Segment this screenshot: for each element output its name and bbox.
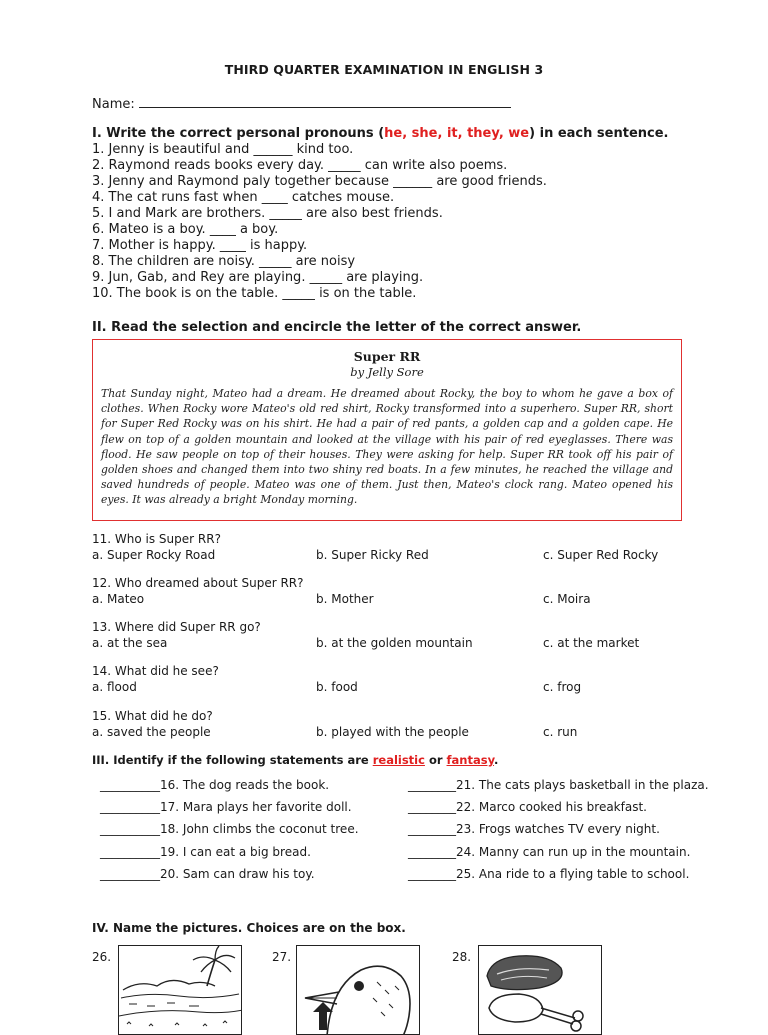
island-beach-icon [119, 946, 242, 1035]
option-a: a. Super Rocky Road [92, 547, 216, 562]
option-a: a. flood [92, 679, 137, 694]
option-a: a. saved the people [92, 724, 211, 739]
name-label: Name: [92, 97, 135, 112]
statement-16: __________16. The dog reads the book. [100, 778, 330, 792]
option-c: c. Moira [543, 591, 591, 606]
item-2: 2. Raymond reads books every day. _____ can write also poems. [92, 158, 508, 173]
statement-25: ________25. Ana ride to a flying table to school. [408, 867, 690, 881]
question-stem: 11. Who is Super RR? [92, 532, 221, 546]
realistic-label: realistic [372, 753, 425, 767]
option-c: c. run [543, 724, 578, 739]
statement-23: ________23. Frogs watches TV every night. [408, 822, 660, 836]
option-a: a. at the sea [92, 635, 168, 650]
statement-18: __________18. John climbs the coconut tree. [100, 822, 359, 836]
question-stem: 13. Where did Super RR go? [92, 620, 261, 634]
exam-title: THIRD QUARTER EXAMINATION IN ENGLISH 3 [224, 62, 544, 77]
question-stem: 12. Who dreamed about Super RR? [92, 576, 304, 590]
picture-26-island [118, 945, 242, 1035]
statement-21: ________21. The cats plays basketball in the plaza. [408, 778, 709, 792]
fantasy-label: fantasy [446, 753, 495, 767]
option-b: b. Mother [316, 591, 374, 606]
statement-19: __________19. I can eat a big bread. [100, 845, 311, 859]
section-4-heading: IV. Name the pictures. Choices are on the box. [92, 921, 406, 935]
story-author: by Jelly Sore [350, 365, 424, 379]
statement-24: ________24. Manny can run up in the mountain. [408, 845, 691, 859]
question-stem: 15. What did he do? [92, 709, 213, 723]
section-1-heading [92, 126, 668, 141]
section-1-heading-suffix: ) in each sentence. [529, 126, 669, 141]
question-13 [92, 620, 712, 652]
option-b: b. Super Ricky Red [316, 547, 429, 562]
name-field [92, 94, 511, 112]
picture-number-26: 26. [92, 950, 112, 964]
heading-period: . [494, 753, 499, 767]
or-word: or [424, 753, 447, 767]
option-c: c. frog [543, 679, 582, 694]
story-title: Super RR [353, 349, 421, 364]
section-1-heading-prefix: I. Write the correct personal pronouns ( [92, 126, 385, 141]
section-3-heading [92, 753, 498, 767]
item-7: 7. Mother is happy. ____ is happy. [92, 238, 308, 253]
section-1-pronoun-choices: he, she, it, they, we [384, 126, 530, 141]
story-text: That Sunday night, Mateo had a dream. He dreamed about Rocky, the boy to whom he gave a box of clothes. When Rocky wore Mateo's old red shirt, Rocky transformed into a superhero. Super RR, short for Super Red Rocky was on his shirt. He had a pair of red pants, a golden cap and a golden cape. He flew on top of a golden mountain and looked at the village with his pair of red eyeglasses. There was flood. He saw people on top of their houses. They were asking for help. Super RR took off his pair of golden shoes and changed them into two shiny red boats. In a few minutes, he reached the village and saved hundreds of people. Mateo was one of them. Just then, Mateo's clock rang. Mateo opened his eyes. It was already a bright Monday morning. [101, 387, 673, 507]
option-c: c. Super Red Rocky [543, 547, 659, 562]
item-5: 5. I and Mark are brothers. _____ are also best friends. [92, 206, 443, 221]
option-c: c. at the market [543, 635, 640, 650]
picture-28-meat [478, 945, 602, 1035]
item-4: 4. The cat runs fast when ____ catches mouse. [92, 190, 395, 205]
item-10: 10. The book is on the table. _____ is on the table. [92, 286, 417, 301]
section-2-heading: II. Read the selection and encircle the letter of the correct answer. [92, 320, 582, 335]
item-6: 6. Mateo is a boy. ____ a boy. [92, 222, 279, 237]
question-11 [92, 532, 712, 564]
story-box [92, 339, 682, 521]
item-3: 3. Jenny and Raymond paly together because ______ are good friends. [92, 174, 547, 189]
bird-beak-icon [297, 946, 420, 1035]
question-stem: 14. What did he see? [92, 664, 219, 678]
meat-food-icon [479, 946, 602, 1035]
statement-17: __________17. Mara plays her favorite doll. [100, 800, 352, 814]
item-8: 8. The children are noisy. _____ are noisy [92, 254, 356, 269]
picture-number-27: 27. [272, 950, 292, 964]
option-b: b. food [316, 679, 358, 694]
picture-number-28: 28. [452, 950, 472, 964]
picture-27-bird [296, 945, 420, 1035]
question-15 [92, 709, 712, 741]
question-14 [92, 664, 712, 696]
option-a: a. Mateo [92, 591, 145, 606]
statement-20: __________20. Sam can draw his toy. [100, 867, 315, 881]
option-b: b. played with the people [316, 724, 469, 739]
item-9: 9. Jun, Gab, and Rey are playing. _____ are playing. [92, 270, 424, 285]
item-1: 1. Jenny is beautiful and ______ kind too. [92, 142, 354, 157]
option-b: b. at the golden mountain [316, 635, 473, 650]
statement-22: ________22. Marco cooked his breakfast. [408, 800, 647, 814]
question-12 [92, 576, 712, 608]
section-3-heading-prefix: III. Identify if the following statements are [92, 753, 373, 767]
section-1-items [92, 142, 547, 302]
name-blank-line [139, 94, 511, 108]
